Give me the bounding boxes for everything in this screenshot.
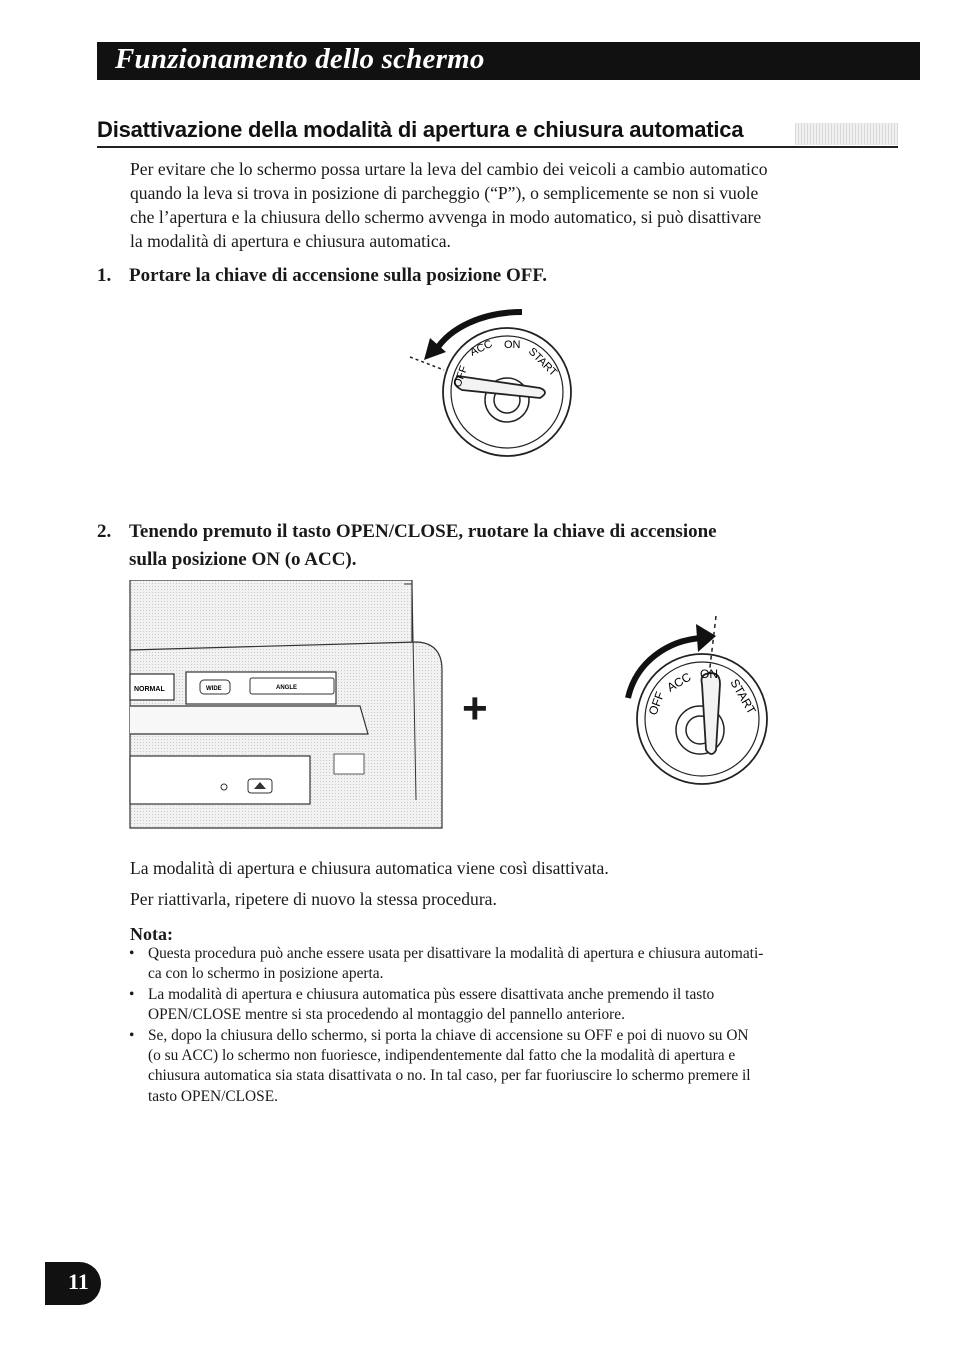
note-line: La modalità di apertura e chiusura automatica pùs essere disattivata anche premendo il tasto [148,985,715,1003]
section-divider [97,146,898,148]
step-text-line: Tenendo premuto il tasto OPEN/CLOSE, ruotare la chiave di accensione [129,521,717,542]
step-1 [97,262,897,290]
bullet-icon: • [129,945,135,962]
bullet-icon: • [129,1026,135,1044]
chapter-header [97,42,920,80]
angle-button-label: ANGLE [276,685,297,691]
page-number-badge [45,1262,101,1305]
side-indicator [334,754,364,774]
intro-line: quando la leva si trova in posizione di parcheggio (“P”), o semplicemente se non si vuole [130,183,759,203]
section-title: Disattivazione della modalità di apertura e chiusura automatica [97,117,744,142]
plus-sign: + [462,684,488,733]
dial-label-off: OFF [451,364,471,390]
dial-label-off: OFF [645,689,668,718]
dial-label-on: ON [504,339,521,351]
bullet-icon: • [129,985,135,1003]
step-2 [97,518,897,574]
panel-screen [130,580,412,650]
dial-label-on: ON [700,667,718,681]
dial-label-start: START [525,345,560,379]
dial-label-start: START [727,676,759,717]
note-item [127,1026,877,1108]
note-title: Nota: [130,924,173,944]
front-panel-figure [128,580,448,832]
intro-line: che l’apertura e la chiusura dello schermo avvenga in modo automatico, si può disattivare [130,207,762,227]
result-line: La modalità di apertura e chiusura automatica viene così disattivata. [130,858,609,878]
note-item [127,985,877,1026]
dial-label-acc: ACC [664,669,694,695]
key-icon [702,673,721,754]
chapter-title: Funzionamento dello schermo [115,43,485,75]
dial-label-acc: ACC [468,338,495,359]
panel-ledge [130,706,368,734]
note-line: ca con lo schermo in posizione aperta. [148,965,384,983]
note-line: OPEN/CLOSE mentre si sta procedendo al montaggio del pannello anteriore. [148,1006,625,1024]
note-item [127,944,877,985]
rotation-arrow-icon [628,638,702,698]
step-text: Portare la chiave di accensione sulla posizione OFF. [129,265,547,286]
arrowhead-icon [696,624,716,652]
off-indicator-dash [410,357,444,370]
intro-line: la modalità di apertura e chiusura automatica. [130,231,451,251]
step-number: 2. [97,521,112,542]
wide-button-label: WIDE [206,686,222,692]
note-line: chiusura automatica sia stata disattivata o no. In tal caso, per far fuoriuscire lo schermo premere il [148,1067,751,1085]
note-line: tasto OPEN/CLOSE. [148,1087,278,1105]
normal-button-label: NORMAL [134,686,165,693]
result-line: Per riattivarla, ripetere di nuovo la stessa procedura. [130,889,497,909]
notes-list [127,944,877,1107]
note-line: (o su ACC) lo schermo non fuoriesce, indipendentemente dal fatto che la modalità di apertura e [148,1047,736,1065]
intro-paragraph [130,157,870,253]
step-text-line: sulla posizione ON (o ACC). [129,549,357,570]
note-line: Questa procedura può anche essere usata per disattivare la modalità di apertura e chiusura automati- [148,945,764,962]
page-number: 11 [68,1269,89,1294]
section-title-shade [795,123,898,145]
lower-slot [130,756,310,804]
ignition-key-on-figure [612,612,777,787]
ignition-key-off-figure [400,300,580,465]
step-number: 1. [97,265,112,286]
note-line: Se, dopo la chiusura dello schermo, si porta la chiave di accensione su OFF e poi di nuovo su ON [148,1026,749,1044]
intro-line: Per evitare che lo schermo possa urtare la leva del cambio dei veicoli a cambio automatico [130,159,768,179]
